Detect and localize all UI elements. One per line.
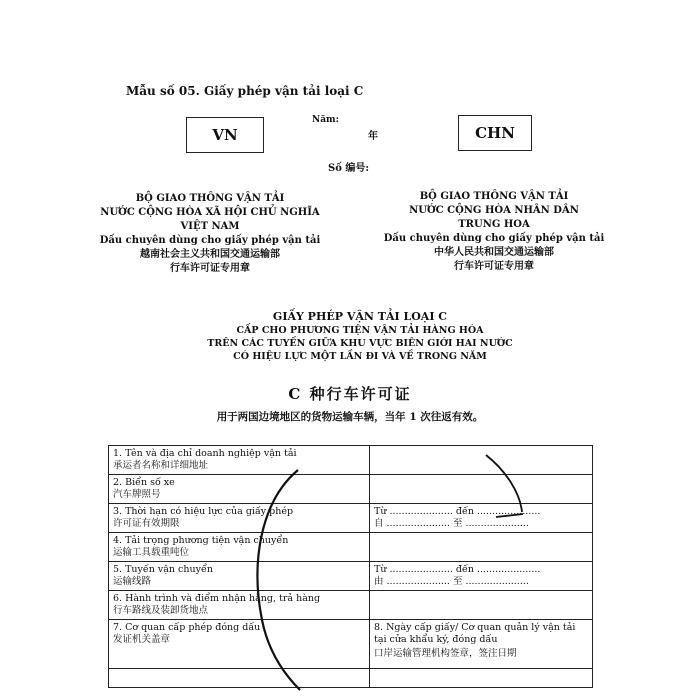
field-label-cn: 许可证有效期限: [113, 518, 180, 529]
field-label-cn: 运输线路: [113, 576, 152, 587]
table-row: [109, 562, 593, 591]
field-value[interactable]: [370, 475, 593, 504]
permit-subtitle-line: TRÊN CÁC TUYẾN GIỮA KHU VỰC BIÊN GIỚI HAI NƯỚC: [207, 338, 513, 349]
left-authority-line: 行车许可证专用章: [170, 263, 250, 274]
field-label: [109, 504, 370, 533]
permit-number-label: Số 编号:: [328, 163, 370, 174]
table-row: [109, 591, 593, 620]
field-label-vn: 4. Tải trọng phương tiện vận chuyển: [113, 535, 289, 546]
field-value[interactable]: [370, 533, 593, 562]
left-authority-line: BỘ GIAO THÔNG VẬN TẢI: [135, 193, 285, 204]
year-label-vn: Năm:: [312, 115, 339, 125]
issue-date-label-cn: 口岸运输管理机构签章，签注日期: [374, 648, 517, 659]
field-label: [109, 591, 370, 620]
right-authority-line: Dấu chuyên dùng cho giấy phép vận tải: [383, 233, 605, 244]
right-authority-line: TRUNG HOA: [458, 219, 530, 230]
left-authority-line: VIỆT NAM: [180, 221, 240, 232]
right-authority-block: [372, 190, 616, 274]
field-label-cn: 汽车牌照号: [113, 489, 161, 500]
field-value[interactable]: [370, 591, 593, 620]
table-row: [109, 620, 593, 669]
permit-title: GIẤY PHÉP VẬN TẢI LOẠI C: [272, 310, 448, 323]
right-authority-line: 行车许可证专用章: [454, 261, 534, 272]
form-number: Mẫu số 05. Giấy phép vận tải loại C: [126, 84, 364, 98]
permit-form-table: [108, 445, 593, 688]
table-row: [109, 475, 593, 504]
field-value: [370, 620, 593, 669]
field-label: [109, 475, 370, 504]
field-label: [109, 620, 370, 669]
cn-title: C 种行车许可证: [288, 385, 412, 403]
field-value[interactable]: [370, 504, 593, 533]
country-code-left: VN: [186, 117, 264, 153]
field-label-vn: 5. Tuyến vận chuyển: [113, 564, 213, 575]
left-authority-line: Dấu chuyên dùng cho giấy phép vận tải: [99, 235, 321, 246]
right-authority-line: NƯỚC CỘNG HÒA NHÂN DÂN: [409, 205, 579, 216]
table-row: [109, 446, 593, 475]
left-authority-line: NƯỚC CỘNG HÒA XÃ HỘI CHỦ NGHĨA: [100, 207, 320, 218]
field-value: [370, 669, 593, 688]
permit-subtitle-line: CÓ HIỆU LỰC MỘT LẦN ĐI VÀ VỀ TRONG NĂM: [233, 351, 487, 362]
left-authority-line: 越南社会主义共和国交通运输部: [140, 249, 280, 260]
permit-title-block: [200, 310, 520, 363]
field-label: [109, 669, 370, 688]
permit-subtitle-line: CẤP CHO PHƯƠNG TIỆN VẬN TẢI HÀNG HÓA: [236, 325, 484, 336]
validity-from-to-cn: 自 ..................... 至 .....................: [374, 518, 529, 529]
field-label-cn: 行车路线及装卸货地点: [113, 605, 209, 616]
country-code-right: CHN: [458, 115, 532, 151]
field-label: [109, 562, 370, 591]
route-from-to-cn: 由 ..................... 至 .....................: [374, 576, 529, 587]
field-label-cn: 发证机关盖章: [113, 634, 171, 645]
field-value[interactable]: [370, 446, 593, 475]
field-label: [109, 446, 370, 475]
field-label-vn: 6. Hành trình và điểm nhận hàng, trả hàng: [113, 593, 321, 604]
right-authority-line: BỘ GIAO THÔNG VẬN TẢI: [419, 191, 569, 202]
field-label: [109, 533, 370, 562]
field-label-vn: 7. Cơ quan cấp phép đóng dấu: [113, 622, 261, 633]
route-from-to-vn: Từ ..................... đến .....................: [374, 564, 541, 575]
field-label-vn: 2. Biển số xe: [113, 477, 175, 488]
cn-subtitle: 用于两国边境地区的货物运输车辆，当年 1 次往返有效。: [216, 411, 484, 423]
year-label-cn: 年: [368, 131, 378, 142]
field-label-cn: 承运者名称和详细地址: [113, 460, 209, 471]
left-authority-block: [80, 192, 340, 276]
table-row: [109, 504, 593, 533]
table-row: [109, 669, 593, 688]
issue-date-label-vn: 8. Ngày cấp giấy/ Cơ quan quản lý vận tải tại cửa khẩu ký, đóng dấu: [374, 622, 576, 645]
field-label-vn: 1. Tên và địa chỉ doanh nghiệp vận tải: [113, 448, 297, 459]
table-row: [109, 533, 593, 562]
field-value[interactable]: [370, 562, 593, 591]
right-authority-line: 中华人民共和国交通运输部: [434, 247, 554, 258]
validity-from-to-vn: Từ ..................... đến .....................: [374, 506, 541, 517]
field-label-vn: 3. Thời hạn có hiệu lực của giấy phép: [113, 506, 294, 517]
field-label-cn: 运输工具载重吨位: [113, 547, 190, 558]
